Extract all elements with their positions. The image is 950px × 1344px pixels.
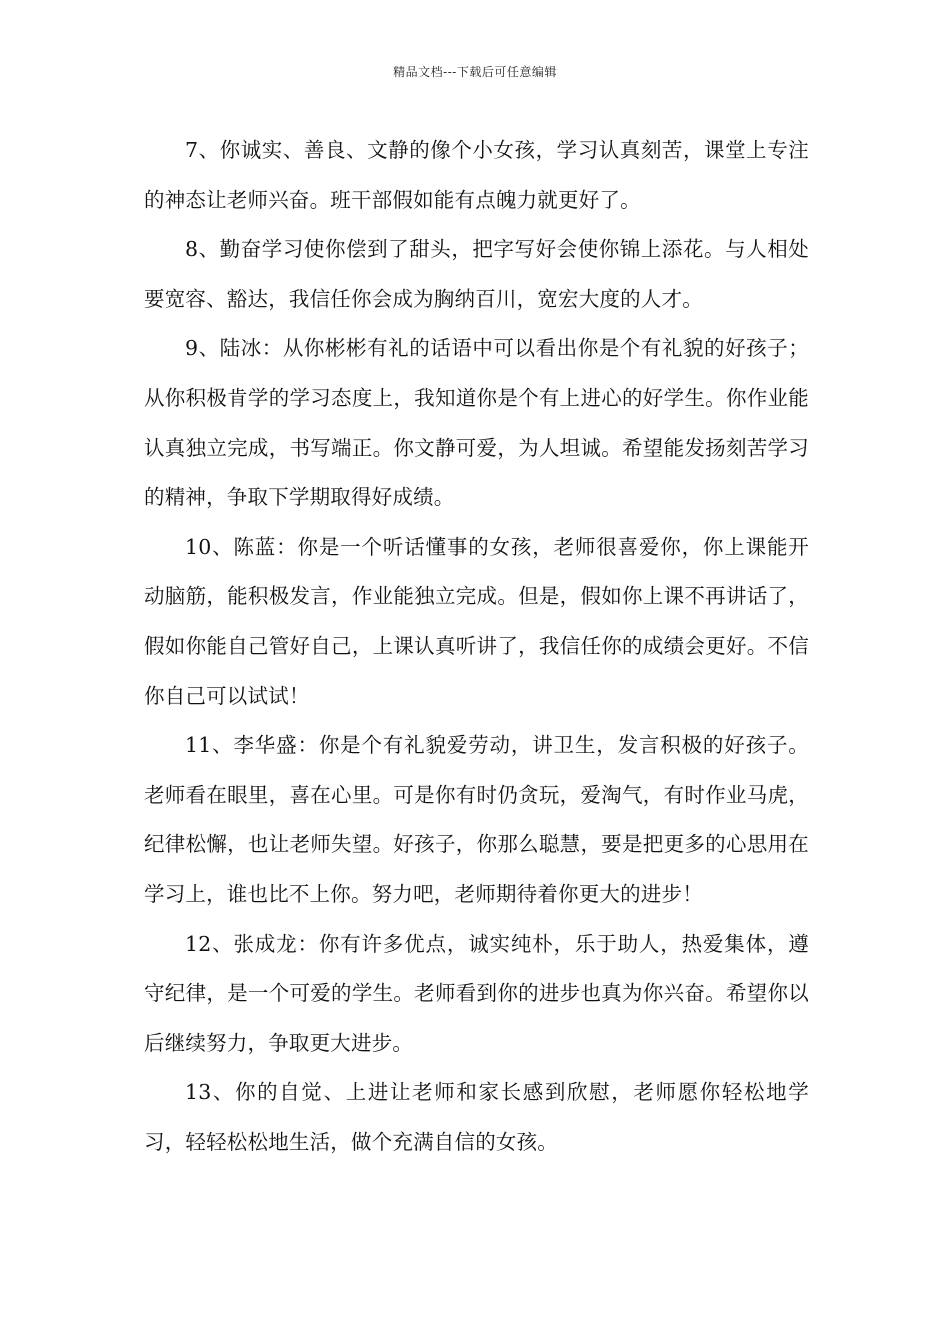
paragraph-7: 7、你诚实、善良、文静的像个小女孩，学习认真刻苦，课堂上专注的神态让老师兴奋。班干部假如能有点魄力就更好了。	[144, 138, 809, 212]
page-header: 精品文档---下载后可任意编辑	[393, 65, 557, 79]
document-body	[144, 126, 809, 1167]
paragraph-11: 11、李华盛：你是个有礼貌爱劳动，讲卫生，发言积极的好孩子。老师看在眼里，喜在心里。可是你有时仍贪玩，爱淘气，有时作业马虎，纪律松懈，也让老师失望。好孩子，你那么聪慧，要是把更多的心思用在学习上，谁也比不上你。努力吧，老师期待着你更大的进步！	[144, 733, 809, 906]
paragraph-10: 10、陈蓝：你是一个听话懂事的女孩，老师很喜爱你，你上课能开动脑筋，能积极发言，作业能独立完成。但是，假如你上课不再讲话了，假如你能自己管好自己，上课认真听讲了，我信任你的成绩会更好。不信你自己可以试试！	[144, 534, 809, 708]
paragraph-12: 12、张成龙：你有许多优点，诚实纯朴，乐于助人，热爱集体，遵守纪律，是一个可爱的学生。老师看到你的进步也真为你兴奋。希望你以后继续努力，争取更大进步。	[144, 931, 809, 1055]
paragraph-8: 8、勤奋学习使你偿到了甜头，把字写好会使你锦上添花。与人相处要宽容、豁达，我信任你会成为胸纳百川，宽宏大度的人才。	[144, 237, 809, 311]
paragraph-9: 9、陆冰：从你彬彬有礼的话语中可以看出你是个有礼貌的好孩子；从你积极肯学的学习态度上，我知道你是个有上进心的好学生。你作业能认真独立完成，书写端正。你文静可爱，为人坦诚。希望能发扬刻苦学习的精神，争取下学期取得好成绩。	[144, 336, 809, 510]
paragraph-13: 13、你的自觉、上进让老师和家长感到欣慰，老师愿你轻松地学习，轻轻松松地生活，做个充满自信的女孩。	[144, 1080, 809, 1154]
